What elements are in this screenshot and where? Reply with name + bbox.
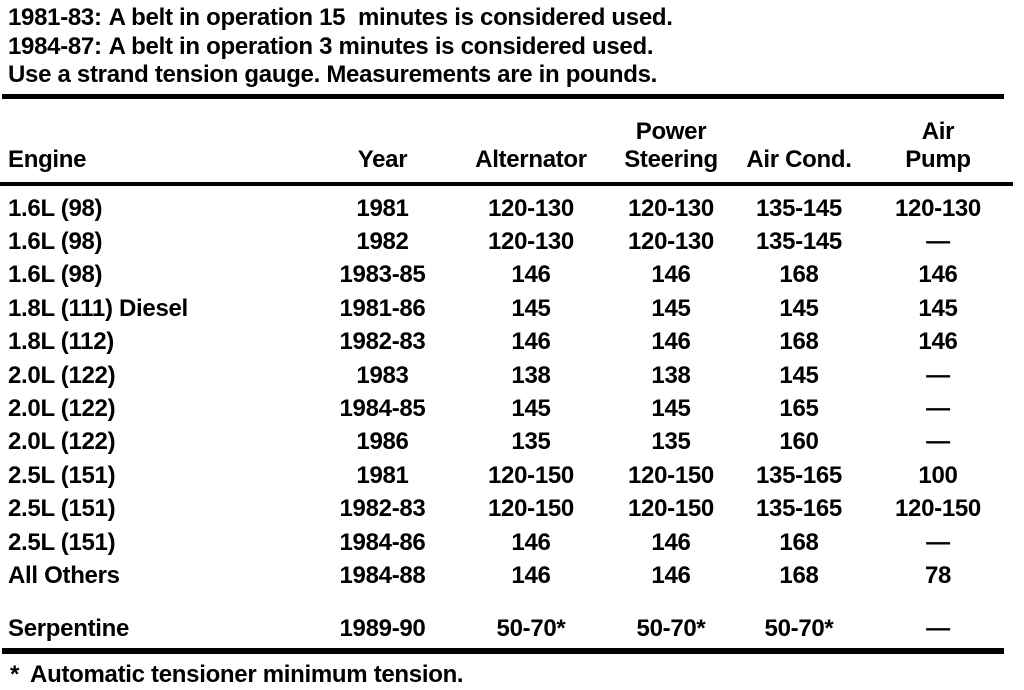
cell-engine: 2.5L (151) — [8, 495, 116, 523]
cell-year: 1982-83 — [339, 328, 426, 356]
cell-year: 1983-85 — [339, 261, 426, 289]
cell-power-steering: 120-130 — [628, 194, 714, 222]
cell-air-cond: 145 — [779, 361, 819, 389]
cell-year: 1984-88 — [339, 561, 426, 589]
cell-year: 1984-86 — [339, 528, 426, 556]
cell-power-steering: 120-130 — [628, 228, 714, 256]
table-row — [0, 493, 1013, 526]
cell-air-cond: 168 — [779, 528, 819, 556]
cell-engine: All Others — [8, 561, 120, 589]
table-row — [0, 392, 1013, 425]
cell-engine: 2.0L (122) — [8, 428, 116, 456]
column-header-alternator — [455, 98, 607, 184]
cell-year: 1983 — [356, 361, 409, 389]
cell-air-cond: 135-165 — [756, 461, 842, 489]
intro-line-prefix: 1984-87: — [8, 32, 102, 60]
spacer-cell — [0, 184, 1013, 192]
cell-power-steering: 50-70* — [636, 615, 706, 643]
intro-line — [8, 61, 673, 90]
intro-notes — [8, 4, 673, 90]
column-header-line: Power — [635, 118, 707, 145]
cell-air-cond: 160 — [779, 428, 819, 456]
cell-air-pump: — — [926, 361, 950, 389]
cell-air-pump: 146 — [918, 261, 958, 289]
cell-alternator: 120-130 — [488, 228, 574, 256]
cell-alternator: 145 — [511, 395, 551, 423]
column-header-line: Air — [921, 118, 955, 145]
cell-engine: 2.0L (122) — [8, 395, 116, 423]
cell-air-cond: 168 — [779, 561, 819, 589]
cell-year: 1984-85 — [339, 395, 426, 423]
spacer-cell — [0, 593, 1013, 613]
cell-air-pump: 100 — [918, 461, 958, 489]
table-row — [0, 359, 1013, 392]
table-row — [0, 526, 1013, 559]
intro-line-text: Use a strand tension gauge. Measurements are in pounds. — [8, 61, 657, 88]
cell-power-steering: 146 — [651, 328, 691, 356]
intro-line — [8, 33, 673, 62]
cell-engine: 2.0L (122) — [8, 361, 116, 389]
column-header-line: Engine — [8, 146, 87, 173]
cell-power-steering: 146 — [651, 528, 691, 556]
cell-air-pump: 78 — [924, 561, 952, 589]
cell-power-steering: 145 — [651, 294, 691, 322]
cell-engine: 1.6L (98) — [8, 194, 103, 222]
cell-air-cond: 50-70* — [764, 615, 834, 643]
cell-air-cond: 165 — [779, 395, 819, 423]
cell-alternator: 138 — [511, 361, 551, 389]
cell-air-pump: — — [926, 528, 950, 556]
cell-power-steering: 135 — [651, 428, 691, 456]
cell-power-steering: 120-150 — [628, 495, 714, 523]
cell-power-steering: 146 — [651, 561, 691, 589]
cell-engine: 2.5L (151) — [8, 528, 116, 556]
column-header-line: Pump — [905, 146, 971, 173]
cell-year: 1981 — [356, 461, 409, 489]
table-header-row — [0, 98, 1013, 184]
cell-year: 1981 — [356, 194, 409, 222]
table-row — [0, 426, 1013, 459]
cell-year: 1982-83 — [339, 495, 426, 523]
cell-air-pump: 146 — [918, 328, 958, 356]
cell-year: 1981-86 — [339, 294, 426, 322]
cell-alternator: 146 — [511, 528, 551, 556]
cell-engine: 1.8L (111) Diesel — [8, 294, 188, 322]
column-header-year — [310, 98, 455, 184]
cell-engine: 2.5L (151) — [8, 461, 116, 489]
column-header-power-steering — [607, 98, 735, 184]
cell-air-cond: 145 — [779, 294, 819, 322]
cell-air-cond: 168 — [779, 328, 819, 356]
column-header-line: Steering — [624, 146, 718, 173]
cell-engine: Serpentine — [8, 615, 130, 643]
footnote-marker: * — [10, 661, 20, 688]
cell-air-cond: 168 — [779, 261, 819, 289]
cell-power-steering: 146 — [651, 261, 691, 289]
table-row — [0, 326, 1013, 359]
intro-line-prefix: 1981-83: — [8, 4, 102, 31]
cell-air-pump: 145 — [918, 294, 958, 322]
cell-air-cond: 135-145 — [756, 228, 842, 256]
cell-air-pump: 120-150 — [895, 495, 981, 523]
column-header-engine — [0, 98, 310, 184]
column-header-air-pump — [863, 98, 1013, 184]
cell-alternator: 120-150 — [488, 495, 574, 523]
column-header-line: Year — [357, 146, 408, 173]
bottom-rule — [2, 648, 1004, 654]
cell-alternator: 120-150 — [488, 461, 574, 489]
cell-engine: 1.6L (98) — [8, 228, 103, 256]
cell-air-cond: 135-165 — [756, 495, 842, 523]
table-row — [0, 613, 1013, 646]
table-row — [0, 292, 1013, 325]
cell-air-cond: 135-145 — [756, 194, 842, 222]
table-row — [0, 225, 1013, 258]
table-body — [0, 184, 1013, 646]
cell-alternator: 135 — [511, 428, 551, 456]
cell-year: 1982 — [356, 228, 409, 256]
cell-air-pump: — — [926, 395, 950, 423]
footnote — [10, 661, 463, 689]
cell-air-pump: — — [926, 428, 950, 456]
table-row — [0, 259, 1013, 292]
cell-engine: 1.8L (112) — [8, 328, 114, 356]
cell-alternator: 146 — [511, 261, 551, 289]
intro-line — [8, 4, 673, 33]
cell-air-pump: — — [926, 615, 950, 643]
cell-alternator: 120-130 — [488, 194, 574, 222]
column-header-line: Alternator — [475, 146, 587, 173]
table-row — [0, 459, 1013, 492]
table-row — [0, 559, 1013, 592]
column-header-line: Air Cond. — [746, 146, 852, 173]
footnote-text: Automatic tensioner minimum tension. — [30, 661, 464, 688]
belt-tension-table — [0, 98, 1013, 646]
cell-power-steering: 120-150 — [628, 461, 714, 489]
cell-year: 1986 — [356, 428, 409, 456]
cell-power-steering: 138 — [651, 361, 691, 389]
cell-power-steering: 145 — [651, 395, 691, 423]
cell-alternator: 50-70* — [496, 615, 566, 643]
intro-line-text: A belt in operation 15 minutes is considered used. — [108, 4, 673, 31]
cell-alternator: 146 — [511, 328, 551, 356]
cell-year: 1989-90 — [339, 615, 426, 643]
cell-alternator: 145 — [511, 294, 551, 322]
table-row — [0, 192, 1013, 225]
intro-line-text: A belt in operation 3 minutes is considered used. — [108, 32, 654, 60]
cell-air-pump: 120-130 — [895, 194, 981, 222]
gap-spacer-row — [0, 593, 1013, 613]
column-header-air-cond — [735, 98, 863, 184]
cell-air-pump: — — [926, 228, 950, 256]
cell-alternator: 146 — [511, 561, 551, 589]
cell-engine: 1.6L (98) — [8, 261, 103, 289]
top-spacer-row — [0, 184, 1013, 192]
